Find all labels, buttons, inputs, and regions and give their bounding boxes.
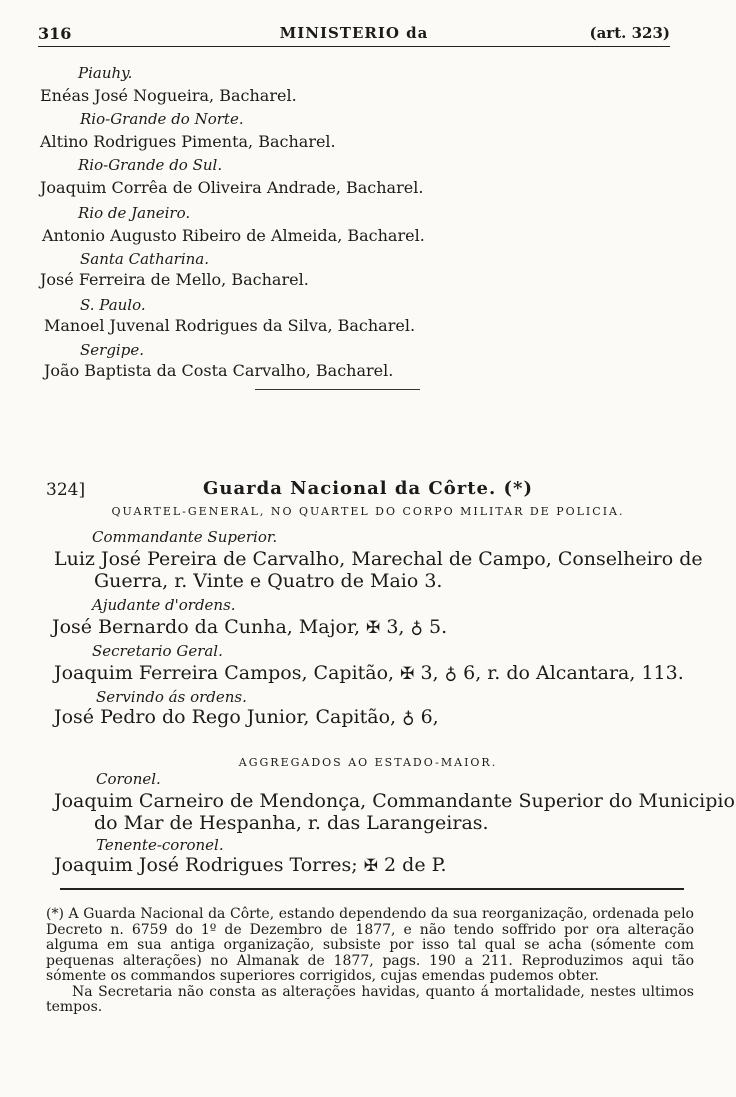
medal-icon: ♁ — [444, 664, 458, 684]
section-subheading: QUARTEL-GENERAL, NO QUARTEL DO CORPO MILITAR DE POLICIA. — [111, 505, 625, 518]
person-entry: Antonio Augusto Ribeiro de Almeida, Bacharel. — [42, 226, 425, 245]
cross-icon: ✠ — [363, 856, 378, 876]
footnote — [46, 907, 694, 1016]
aggregados-heading: AGGREGADOS AO ESTADO-MAIOR. — [238, 756, 498, 769]
officer-entry: Joaquim Carneiro de Mendonça, Commandante Superior do Municipio — [54, 790, 735, 812]
officer-entry-continuation: do Mar de Hespanha, r. das Larangeiras. — [94, 812, 489, 834]
running-title: MINISTERIO da — [279, 24, 429, 42]
officer-entry — [54, 706, 439, 728]
officer-name: José Pedro do Rego Junior, Capitão, — [54, 706, 397, 728]
place-heading: Sergipe. — [80, 341, 144, 359]
office-title: Secretario Geral. — [92, 642, 223, 660]
office-title: Commandante Superior. — [92, 528, 278, 546]
medal-icon: ♁ — [410, 618, 423, 638]
place-heading: Piauhy. — [78, 64, 133, 82]
person-entry: José Ferreira de Mello, Bacharel. — [40, 270, 309, 289]
decoration-grade: 6, r. do Alcantara, 113. — [463, 662, 684, 684]
footnote-rule — [60, 888, 684, 890]
place-heading: Rio-Grande do Norte. — [80, 110, 244, 128]
decoration-grade: 2 de P. — [384, 854, 447, 876]
section-number: 324] — [46, 480, 86, 500]
footnote-paragraph: (*) A Guarda Nacional da Côrte, estando dependendo da sua reorganização, ordenada pelo Decreto n. 6759 do 1º de Dezembro de 1877, e não tendo soffrido por ora alteração alguma em sua antiga organização, subsiste por isso tal qual se acha (sómente com pequenas alterações) no Almanak de 1877, pags. 190 a 211. Reproduzimos aqui tão sómente os commandos superiores corrigidos, cujas emendas pudemos obter. — [46, 906, 694, 984]
decoration-grade: 5. — [429, 616, 448, 638]
office-title: Ajudante d'ordens. — [92, 596, 236, 614]
place-heading: Rio de Janeiro. — [78, 204, 191, 222]
page-number: 316 — [38, 24, 72, 43]
article-reference: (art. 323) — [589, 24, 670, 42]
officer-name: Joaquim Ferreira Campos, Capitão, — [54, 662, 395, 684]
decoration-grade: 3, — [420, 662, 439, 684]
footnote-paragraph: Na Secretaria não consta as alterações havidas, quanto á mortalidade, nestes ultimos tempos. — [46, 983, 694, 1015]
office-title: Tenente-coronel. — [96, 836, 224, 854]
medal-icon: ♁ — [402, 708, 415, 728]
cross-icon: ✠ — [366, 618, 381, 638]
office-title: Coronel. — [96, 770, 161, 788]
office-title: Servindo ás ordens. — [96, 688, 247, 706]
running-header — [38, 22, 670, 46]
section-title: Guarda Nacional da Côrte. (*) — [203, 478, 533, 499]
officer-entry — [52, 616, 447, 638]
person-entry: Manoel Juvenal Rodrigues da Silva, Bacharel. — [44, 316, 416, 335]
officer-entry — [54, 854, 447, 876]
officer-entry — [54, 662, 684, 684]
officer-entry-continuation: Guerra, r. Vinte e Quatro de Maio 3. — [94, 570, 443, 592]
place-heading: Rio-Grande do Sul. — [78, 156, 223, 174]
decoration-grade: 3, — [386, 616, 405, 638]
person-entry: João Baptista da Costa Carvalho, Bacharel. — [44, 361, 394, 380]
person-entry: Joaquim Corrêa de Oliveira Andrade, Bacharel. — [40, 178, 424, 197]
officer-name: Joaquim José Rodrigues Torres; — [54, 854, 358, 876]
place-heading: Santa Catharina. — [80, 250, 210, 268]
person-entry: Enéas José Nogueira, Bacharel. — [40, 86, 297, 105]
decoration-grade: 6, — [420, 706, 439, 728]
officer-name: José Bernardo da Cunha, Major, — [52, 616, 360, 638]
officer-entry: Luiz José Pereira de Carvalho, Marechal de Campo, Conselheiro de — [54, 548, 703, 570]
cross-icon: ✠ — [400, 664, 415, 684]
person-entry: Altino Rodrigues Pimenta, Bacharel. — [40, 132, 336, 151]
place-heading: S. Paulo. — [80, 296, 146, 314]
header-rule — [38, 46, 670, 47]
section-end-rule — [255, 389, 420, 390]
